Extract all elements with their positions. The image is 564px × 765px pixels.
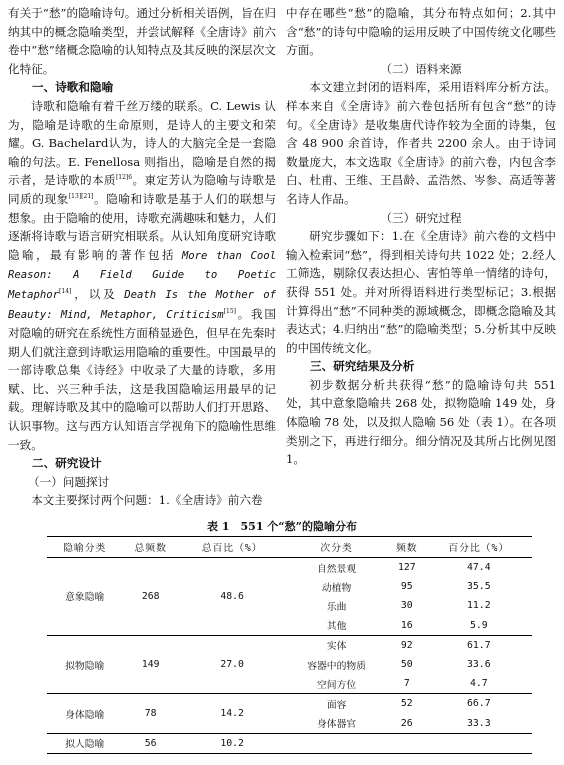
subcategory-cell: 容器中的物质 [307,660,366,672]
book-title: More than Cool Reason: A Field Guide to Poetic Metaphor [8,249,276,301]
subcategory-cell: 动植物 [321,582,352,594]
left-column [8,4,276,510]
corpus-paragraph: 本文建立封闭的语料库，采用语料库分析方法。样本来自《全唐诗》前六卷包括所有包含“愁”的诗句。《全唐诗》是收集唐代诗作较为全面的诗集，包含 48 900 余首诗，作者共 2200 余人。由于诗词数量庞大，本文选取《全唐诗》的前六卷，内包含李白、杜甫、王维、王昌龄、孟浩然、岑参、高适等著名诗人作品。 [286,80,556,206]
intro-paragraph-end: 有关于“愁”的隐喻诗句。通过分析相关语例，旨在归纳其中的概念隐喻类型，并尝试解释《全唐诗》前六卷中“愁”绪概念隐喻的认知特点及其反映的深层次文化特征。 [8,6,276,76]
book-title: Death Is the Mother of Beauty: Mind, Metaphor, Criticism [8,288,276,321]
header-subcategory: 次分类 [285,537,388,558]
header-freq: 频数 [388,537,426,558]
pct-cell: 47.4 [467,562,491,574]
pct-cell: 11.2 [467,600,491,612]
text-run: 。東定芳认为隐喻与诗歌是同质的现象 [8,173,276,206]
subsection-heading-process: （三）研究过程 [380,210,462,225]
subcategory-cell: 实体 [326,641,347,653]
citation: [14] [59,288,72,296]
pct-cell: 33.3 [426,714,532,734]
table-row [47,733,532,753]
freq-cell: 95 [400,581,413,593]
total-pct-cell: 10.2 [179,733,285,753]
freq-cell: 7 [388,674,426,694]
process-paragraph: 研究步骤如下：1.在《全唐诗》前六卷的文档中输入检索词“愁”，得到相关诗句共 1022 处；2.经人工筛选，剔除仅表达担心、害怕等单一情绪的诗句，获得 551 处。并对所得语料进行类型标记；3.根据计算得出“愁”不同种类的源域概念，即概念隐喻及其表达式；4.归纳出“愁”的隐喻类型；5.分析其中反映的中国传统文化。 [286,229,556,355]
pct-cell [426,733,532,753]
header-pct: 百分比（%） [426,537,532,558]
citation: [13][21] [68,193,94,201]
category-cell: 身体隐喻 [47,694,122,733]
category-cell: 意象隐喻 [47,558,122,636]
total-pct-cell: 14.2 [179,694,285,733]
section-heading-research-design: 二、研究设计 [32,456,102,471]
section-heading-results: 三、研究结果及分析 [310,359,415,374]
total-cell: 56 [122,733,179,753]
metaphor-distribution-table-block [0,518,564,751]
total-cell: 268 [122,558,179,636]
subcategory-cell: 身体器官 [285,714,388,734]
metaphor-distribution-table [47,536,532,754]
pct-cell: 4.7 [426,674,532,694]
table-row [47,635,532,655]
results-paragraph: 初步数据分析共获得“愁”的隐喻诗句共 551 处，其中意象隐喻共 268 处，拟物隐喻 149 处，身体隐喻 78 处，以及拟人隐喻 56 处（表 1）。在各项类别之下，再进行细分。细分情况及其所占比例见图 1。 [286,377,556,467]
freq-cell: 52 [400,698,413,710]
table-caption: 表 1 551 个“愁”的隐喻分布 [207,520,357,533]
freq-cell: 16 [388,616,426,636]
citation: [15] [223,307,236,315]
freq-cell [388,733,426,753]
pct-cell: 5.9 [426,616,532,636]
subcategory-cell: 空间方位 [285,674,388,694]
subcategory-cell: 乐曲 [326,601,347,613]
section-heading-poetry-metaphor: 一、诗歌和隐喻 [32,80,114,95]
text-run: 。隐喻和诗歌是基于人们的联想与想象。由于隐喻的使用，诗歌充满趣味和魅力，人们逐渐将诗歌与语言研究相联系。从认知角度研究诗歌隐喻，最有影响的著作包括 [8,191,276,262]
header-total: 总频数 [122,537,179,558]
pct-cell: 61.7 [467,639,491,651]
category-cell: 拟物隐喻 [47,635,122,694]
right-column [286,4,556,469]
subcategory-cell: 其他 [285,616,388,636]
questions-paragraph-cont: 中存在哪些“愁”的隐喻，其分布特点如何；2.其中含“愁”的诗句中隐喻的运用反映了中国传统文化哪些方面。 [286,6,556,58]
pct-cell: 66.7 [467,698,491,710]
total-pct-cell: 27.0 [179,635,285,694]
freq-cell: 30 [400,600,413,612]
subsection-heading-questions: （一）问题探讨 [28,474,110,489]
freq-cell: 26 [388,714,426,734]
header-total-pct: 总百比（%） [179,537,285,558]
text-run: 。我国对隐喻的研究在系统性方面稍显逊色，但早在先秦时期人们就注意到诗歌运用隐喻的重要性。中国最早的一部诗歌总集《诗经》中收录了大量的诗歌，多用赋、比、兴三种手法，这是我国隐喻运用最早的记载。理解诗歌及其中的隐喻可以帮助人们打开思路、认识事物。这与西方认知语言学视角下的隐喻性思维一致。 [8,306,276,452]
table-row [47,694,532,714]
category-cell: 拟人隐喻 [47,733,122,753]
citation: [12]6 [115,174,133,182]
header-category: 隐喻分类 [47,537,122,558]
text-run: ，以及 [71,286,118,301]
freq-cell: 50 [400,659,413,671]
questions-paragraph: 本文主要探讨两个问题：1.《全唐诗》前六卷 [31,493,263,508]
table-header-row [47,537,532,558]
subcategory-cell: 面容 [326,699,347,711]
total-pct-cell: 48.6 [179,558,285,636]
total-cell: 149 [122,635,179,694]
table-body [47,558,532,754]
poetry-metaphor-paragraph [8,97,276,454]
text-run: 诗歌和隐喻有着千丝万缕的联系。C. Lewis 认为，隐喻是诗歌的生命原则，是诗人的主要文和荣耀。G. Bachelard认为，诗人的大脑完全是一套隐喻的句法。E. Fenellosa 则指出，隐喻是自然的揭示者，是诗歌的本质 [8,98,276,188]
subcategory-cell [285,733,388,753]
freq-cell: 92 [400,639,413,651]
subcategory-cell: 自然景观 [317,563,357,575]
pct-cell: 35.5 [467,581,491,593]
total-cell: 78 [122,694,179,733]
table-row [47,558,532,578]
freq-cell: 127 [397,562,416,574]
subsection-heading-corpus: （二）语料来源 [380,61,462,76]
pct-cell: 33.6 [467,659,491,671]
